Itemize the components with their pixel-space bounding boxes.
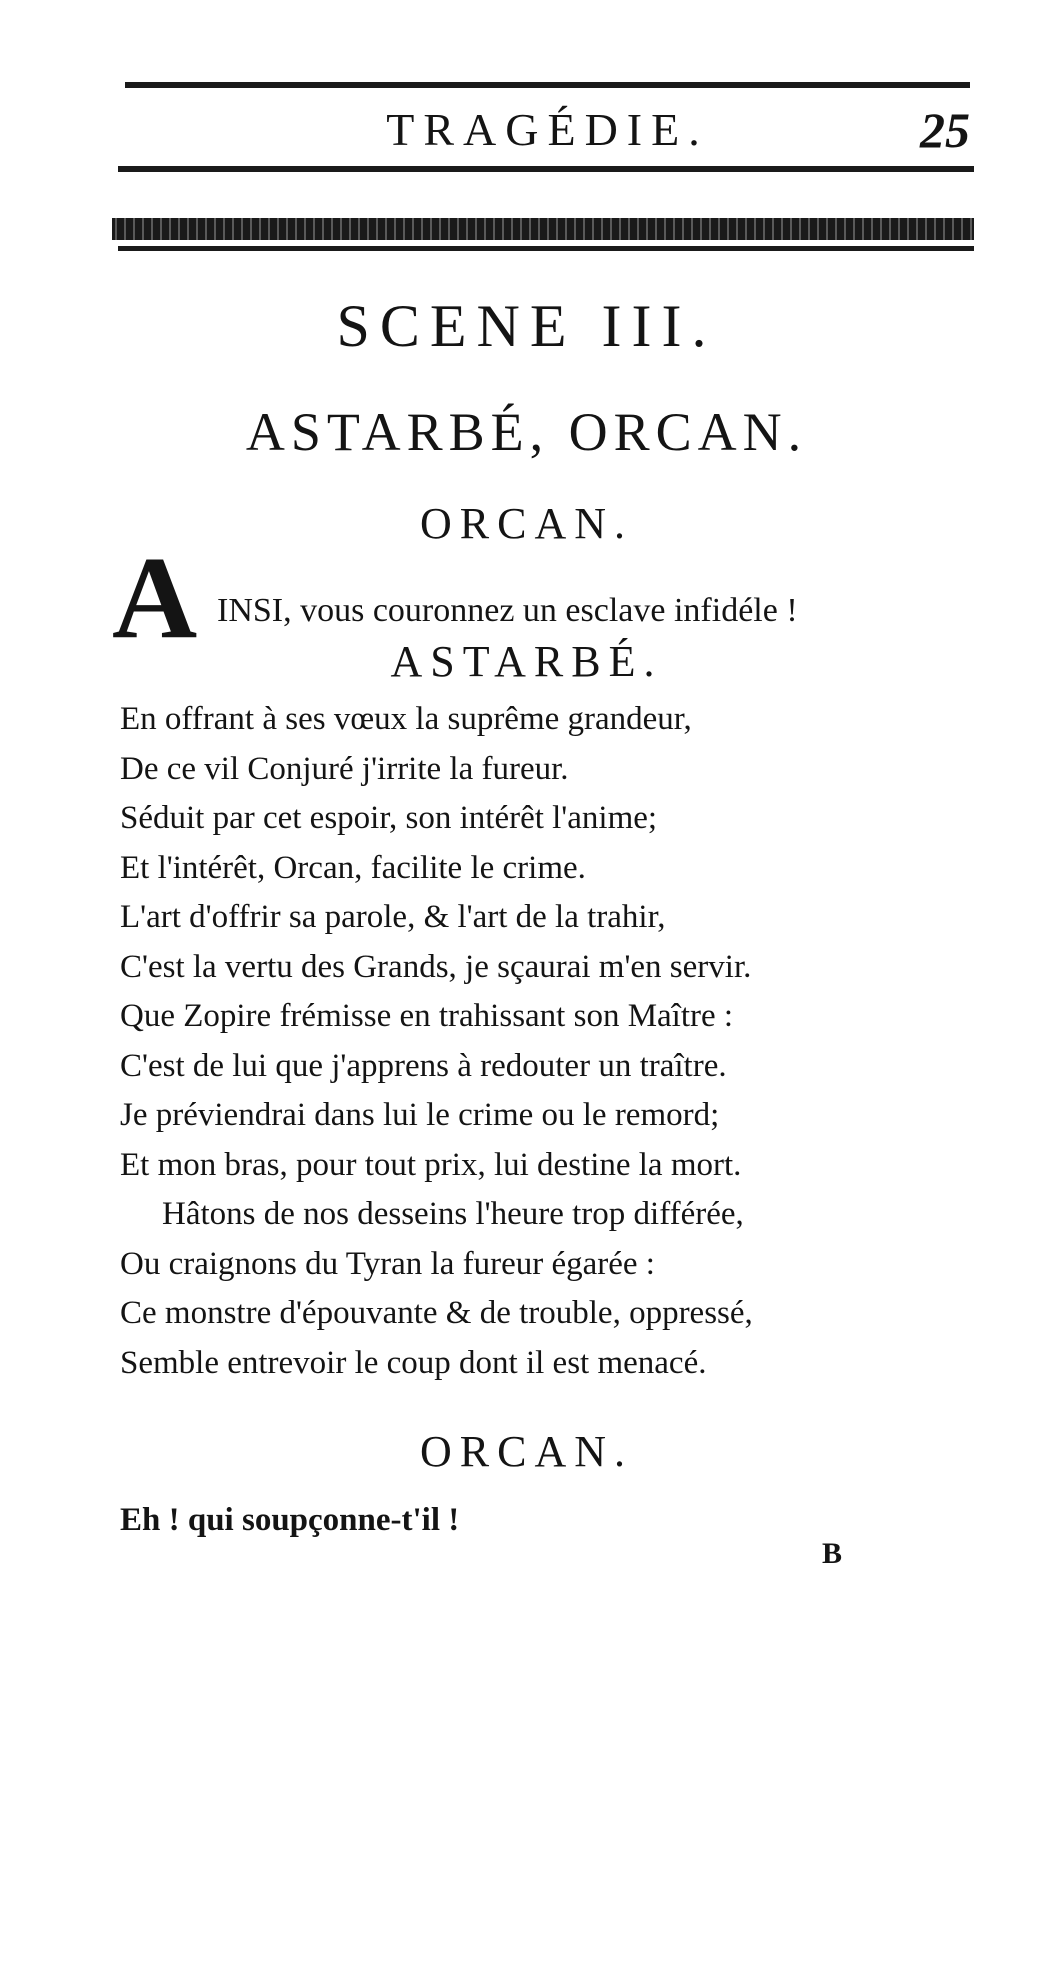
verse-line: En offrant à ses vœux la suprême grandeur, — [120, 701, 692, 737]
header-rule-middle — [118, 166, 974, 172]
running-title: TRAGÉDIE. — [386, 104, 709, 155]
verse-line: Et mon bras, pour tout prix, lui destine la mort. — [120, 1146, 742, 1183]
verse-line: Séduit par cet espoir, son intérêt l'anime; — [120, 800, 658, 836]
verse-line: Hâtons de nos desseins l'heure trop différée, — [162, 1196, 744, 1232]
verse-line: L'art d'offrir sa parole, & l'art de la trahir, — [120, 899, 666, 935]
verse-line: Eh ! qui soupçonne-t'il ! — [120, 1502, 460, 1538]
ornamental-band — [112, 218, 974, 240]
header-rule-top — [125, 82, 970, 88]
verse-block — [120, 695, 940, 1388]
verse-line: Que Zopire frémisse en trahissant son Maître : — [120, 998, 734, 1034]
speaker-name: ORCAN. — [419, 1427, 634, 1476]
verse-line: Ce monstre d'épouvante & de trouble, oppressé, — [120, 1295, 753, 1331]
verse-line: C'est la vertu des Grands, je sçaurai m'en servir. — [120, 948, 752, 985]
signature-mark: B — [822, 1537, 843, 1570]
page-number: 25 — [920, 102, 970, 158]
verse-line: Je préviendrai dans lui le crime ou le remord; — [120, 1097, 720, 1133]
scene-heading: SCENE III. — [336, 293, 717, 359]
verse-line: Et l'intérêt, Orcan, facilite le crime. — [120, 849, 586, 886]
verse-line: Ou craignons du Tyran la fureur égarée : — [120, 1245, 655, 1282]
characters-heading: ASTARBÉ, ORCAN. — [245, 402, 808, 462]
verse-line: C'est de lui que j'apprens à redouter un traître. — [120, 1047, 727, 1084]
verse-line: De ce vil Conjuré j'irrite la fureur. — [120, 750, 569, 787]
verse-line: INSI, vous couronnez un esclave infidéle ! — [217, 592, 798, 629]
verse-line: Semble entrevoir le coup dont il est menacé. — [120, 1344, 707, 1381]
drop-cap: A — [112, 532, 198, 663]
speaker-name: ORCAN. — [419, 499, 634, 548]
running-head — [125, 100, 970, 160]
header-rule-bottom — [118, 246, 974, 251]
speaker-name: ASTARBÉ. — [390, 637, 663, 686]
